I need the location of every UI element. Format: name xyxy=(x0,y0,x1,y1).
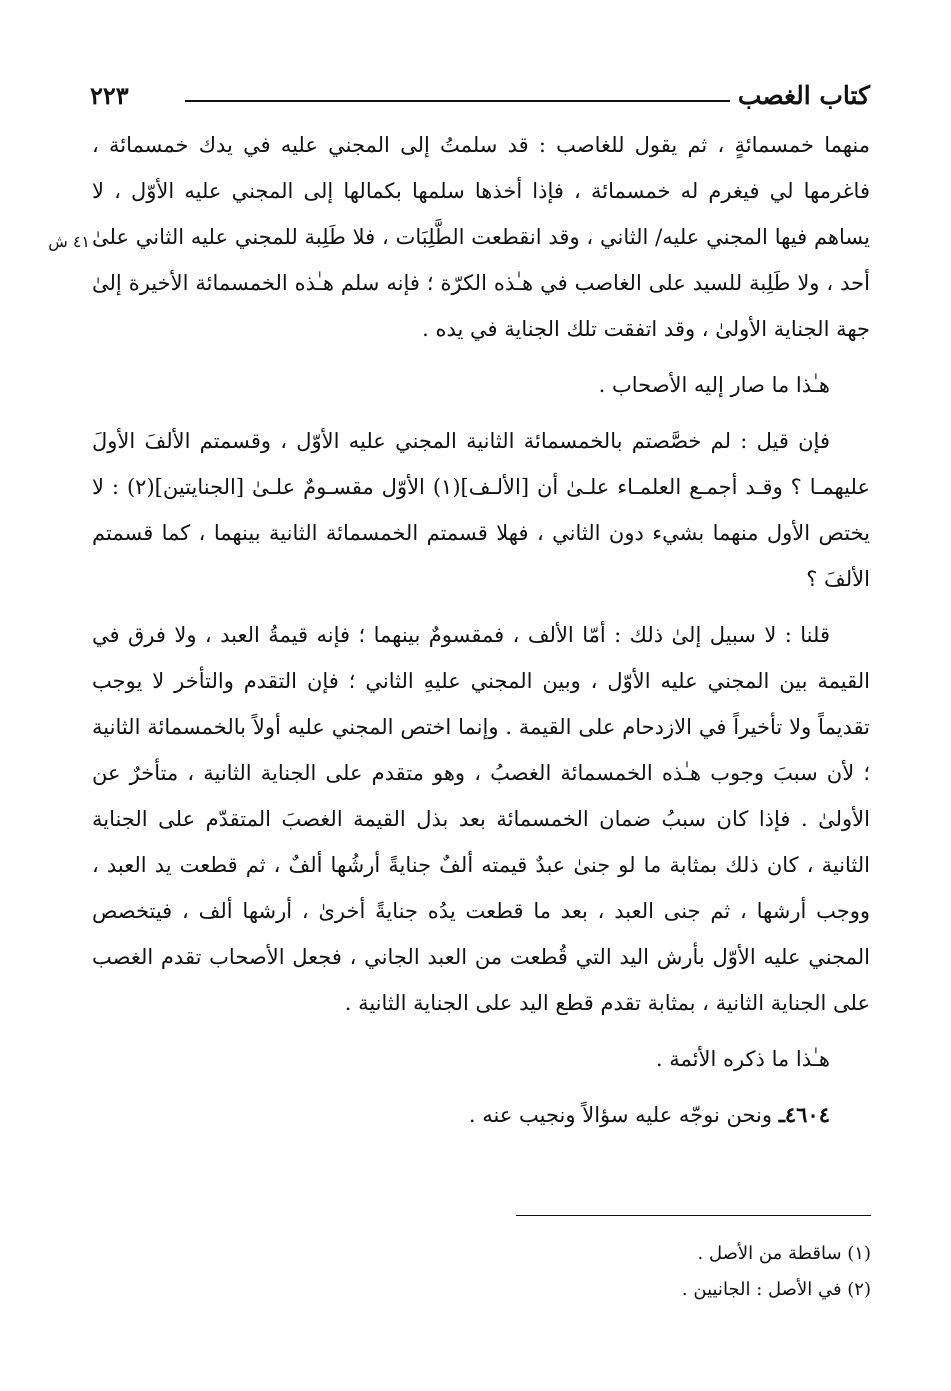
paragraph-6 xyxy=(92,1092,870,1138)
footnote-rule xyxy=(516,1215,871,1216)
footnote-2: (٢) في الأصل : الجانيين . xyxy=(681,1279,871,1300)
paragraph-2: هـٰذا ما صار إليه الأصحاب . xyxy=(598,373,830,397)
page-number: ٢٢٣ xyxy=(90,81,129,110)
paragraph-1: منهما خمسمائةٍ ، ثم يقول للغاصب : قد سلمتُ إلى المجني عليه في يدك خمسمائة ، فاغرمها لي فيغرم له خمسمائة ، فإذا أخذها سلمها بكمالها إلى المجني عليه الأوّل ، لا يساهم فيها المجني عليه/ الثاني ، وقد انقطعت الطَّلِبَات ، فلا طَلِبة للمجني عليه الثاني علىٰ أحد ، ولا طَلِبة للسيد على الغاصب في هـٰذه الكرّة ؛ فإنه سلم هـٰذه الخمسمائة الأخيرة إلىٰ جهة الجناية الأولىٰ ، وقد اتفقت تلك الجناية في يده . xyxy=(92,133,870,341)
page-header xyxy=(90,78,870,118)
paragraph-4: قلنا : لا سبيل إلىٰ ذلك : أمّا الألف ، فمقسومٌ بينهما ؛ فإنه قيمةُ العبد ، ولا فرق في القيمة بين المجني عليه الأوّل ، وبين المجني عليهِ الثاني ؛ فإن التقدم والتأخر لا يوجب تقديماً ولا تأخيراً في الازدحام على القيمة . وإنما اختص المجني عليه أولاً بالخمسمائة الثانية ؛ لأن سببَ وجوب هـٰذه الخمسمائة الغصبُ ، وهو متقدم على الجناية الثانية ، متأخرٌ عن الأولىٰ . فإذا كان سببُ ضمان الخمسمائة بعد بذل القيمة الغصبَ المتقدّم على الجناية الثانية ، كان ذلك بمثابة ما لو جنىٰ عبدٌ قيمته ألفٌ جنايةً أرشُها ألفٌ ، ثم قطعت يد العبد ، ووجب أرشها ، ثم جنى العبد ، بعد ما قطعت يدُه جنايةً أخرىٰ ، أرشها ألف ، فيتخصص المجني عليه الأوّل بأرش اليد التي قُطعت من العبد الجاني ، فجعل الأصحاب تقدم الغصب على الجناية الثانية ، بمثابة تقدم قطع اليد على الجناية الثانية . xyxy=(92,623,870,1015)
margin-folio-note: ٤١ ش xyxy=(48,232,90,251)
header-rule xyxy=(185,100,730,102)
paragraph-number: ٤٦٠٤ـ xyxy=(778,1102,830,1127)
footnotes xyxy=(371,1236,871,1308)
paragraph-3: فإن قيل : لم خصَّصتم بالخمسمائة الثانية المجني عليه الأوّل ، وقسمتم الألفَ الأولَ عليهمـا ؟ وقـد أجمـع العلمـاء علـىٰ أن [الألـف](١) الأوّل مقسـومٌ علـىٰ [الجنايتين](٢) : لا يختص الأول منهما بشيء دون الثاني ، فهلا قسمتم الخمسمائة الثانية بينهما ، كما قسمتم الألفَ ؟ xyxy=(92,429,870,591)
paragraph-5: هـٰذا ما ذكره الأئمة . xyxy=(655,1047,830,1071)
footnote-1: (١) ساقطة من الأصل . xyxy=(697,1243,871,1264)
paragraph-6-text: ونحن نوجّه عليه سؤالاً ونجيب عنه . xyxy=(468,1103,779,1127)
running-title: كتاب الغصب xyxy=(737,81,870,110)
main-text xyxy=(92,122,870,1138)
